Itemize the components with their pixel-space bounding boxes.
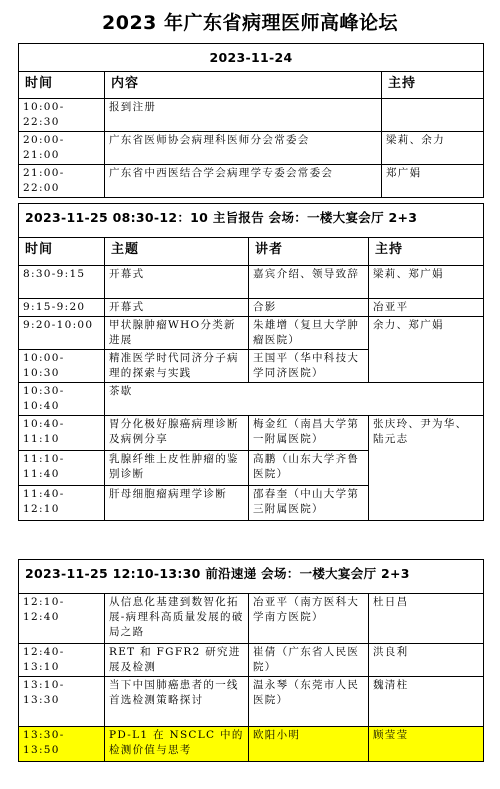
row-time: 21:00-22:00 bbox=[19, 165, 105, 198]
row-speaker: 梅金红（南昌大学第一附属医院） bbox=[249, 416, 369, 451]
row-speaker: 冶亚平（南方医科大学南方医院） bbox=[249, 594, 369, 644]
row-speaker: 高鹏（山东大学齐鲁医院） bbox=[249, 451, 369, 486]
table-row bbox=[19, 266, 484, 299]
row-speaker: 合影 bbox=[249, 299, 369, 317]
row-topic: 开幕式 bbox=[105, 299, 249, 317]
row-speaker: 嘉宾介绍、领导致辞 bbox=[249, 266, 369, 299]
row-host: 梁莉、郑广娟 bbox=[369, 266, 484, 299]
header-content: 内容 bbox=[105, 72, 382, 99]
row-host: 魏清柱 bbox=[369, 677, 484, 727]
row-topic: 从信息化基建到数智化拓展-病理科高质量发展的破局之路 bbox=[105, 594, 249, 644]
row-topic: 茶歇 bbox=[105, 383, 484, 416]
table-row bbox=[19, 99, 484, 132]
row-time: 11:40-12:10 bbox=[19, 486, 105, 521]
table-row bbox=[19, 165, 484, 198]
row-content: 广东省中西医结合学会病理学专委会常委会 bbox=[105, 165, 382, 198]
page-title: 2023 年广东省病理医师高峰论坛 bbox=[102, 12, 398, 34]
row-time: 13:30-13:50 bbox=[19, 727, 105, 762]
row-host: 杜日昌 bbox=[369, 594, 484, 644]
row-time: 12:10-12:40 bbox=[19, 594, 105, 644]
row-time: 9:15-9:20 bbox=[19, 299, 105, 317]
row-host: 梁莉、余力 bbox=[382, 132, 484, 165]
row-topic: 乳腺纤维上皮性肿瘤的鉴别诊断 bbox=[105, 451, 249, 486]
row-content: 报到注册 bbox=[105, 99, 382, 132]
table-row bbox=[19, 416, 484, 451]
row-time: 8:30-9:15 bbox=[19, 266, 105, 299]
row-time: 12:40-13:10 bbox=[19, 644, 105, 677]
frontier-session-banner: 2023-11-25 12:10-13:30 前沿速递 会场：一楼大宴会厅 2+3 bbox=[19, 560, 484, 594]
row-speaker: 温永琴（东莞市人民医院） bbox=[249, 677, 369, 727]
keynote-session-banner: 2023-11-25 08:30-12：10 主旨报告 会场：一楼大宴会厅 2+3 bbox=[19, 204, 484, 238]
header-topic: 主题 bbox=[105, 238, 249, 266]
row-host: 余力、郑广娟 bbox=[369, 317, 484, 383]
row-time: 11:10-11:40 bbox=[19, 451, 105, 486]
row-time: 10:30-10:40 bbox=[19, 383, 105, 416]
table-row bbox=[19, 132, 484, 165]
table-row bbox=[19, 594, 484, 644]
row-time: 20:00-21:00 bbox=[19, 132, 105, 165]
row-time: 10:00-22:30 bbox=[19, 99, 105, 132]
table-row bbox=[19, 299, 484, 317]
table-row bbox=[19, 383, 484, 416]
row-topic: 甲状腺肿瘤WHO分类新进展 bbox=[105, 317, 249, 350]
row-time: 9:20-10:00 bbox=[19, 317, 105, 350]
row-host: 洪良利 bbox=[369, 644, 484, 677]
row-speaker: 邵春奎（中山大学第三附属医院） bbox=[249, 486, 369, 521]
row-topic: 胃分化极好腺癌病理诊断及病例分享 bbox=[105, 416, 249, 451]
row-speaker: 欧阳小明 bbox=[249, 727, 369, 762]
row-topic: 开幕式 bbox=[105, 266, 249, 299]
row-topic: 精准医学时代同济分子病理的探索与实践 bbox=[105, 350, 249, 383]
row-time: 10:00-10:30 bbox=[19, 350, 105, 383]
row-content: 广东省医师协会病理科医师分会常委会 bbox=[105, 132, 382, 165]
row-host bbox=[382, 99, 484, 132]
row-host: 张庆玲、尹为华、陆元志 bbox=[369, 416, 484, 521]
table-row bbox=[19, 677, 484, 727]
table-row bbox=[19, 317, 484, 350]
row-host: 郑广娟 bbox=[382, 165, 484, 198]
header-time: 时间 bbox=[19, 238, 105, 266]
header-host: 主持 bbox=[369, 238, 484, 266]
row-host: 冶亚平 bbox=[369, 299, 484, 317]
keynote-table bbox=[18, 203, 484, 521]
row-topic: 当下中国肺癌患者的一线首选检测策略探讨 bbox=[105, 677, 249, 727]
header-time: 时间 bbox=[19, 72, 105, 99]
row-topic: 肝母细胞瘤病理学诊断 bbox=[105, 486, 249, 521]
row-topic: RET 和 FGFR2 研究进展及检测 bbox=[105, 644, 249, 677]
row-speaker: 崔倩（广东省人民医院） bbox=[249, 644, 369, 677]
row-time: 13:10-13:30 bbox=[19, 677, 105, 727]
row-topic: PD-L1 在 NSCLC 中的检测价值与思考 bbox=[105, 727, 249, 762]
day1-date: 2023-11-24 bbox=[19, 44, 484, 72]
row-speaker: 朱雄增（复旦大学肿瘤医院） bbox=[249, 317, 369, 350]
header-speaker: 讲者 bbox=[249, 238, 369, 266]
row-speaker: 王国平（华中科技大学同济医院） bbox=[249, 350, 369, 383]
table-row bbox=[19, 644, 484, 677]
day1-table bbox=[18, 43, 484, 198]
row-host: 顾莹莹 bbox=[369, 727, 484, 762]
frontier-table bbox=[18, 559, 484, 762]
row-time: 10:40-11:10 bbox=[19, 416, 105, 451]
header-host: 主持 bbox=[382, 72, 484, 99]
table-row-highlighted bbox=[19, 727, 484, 762]
